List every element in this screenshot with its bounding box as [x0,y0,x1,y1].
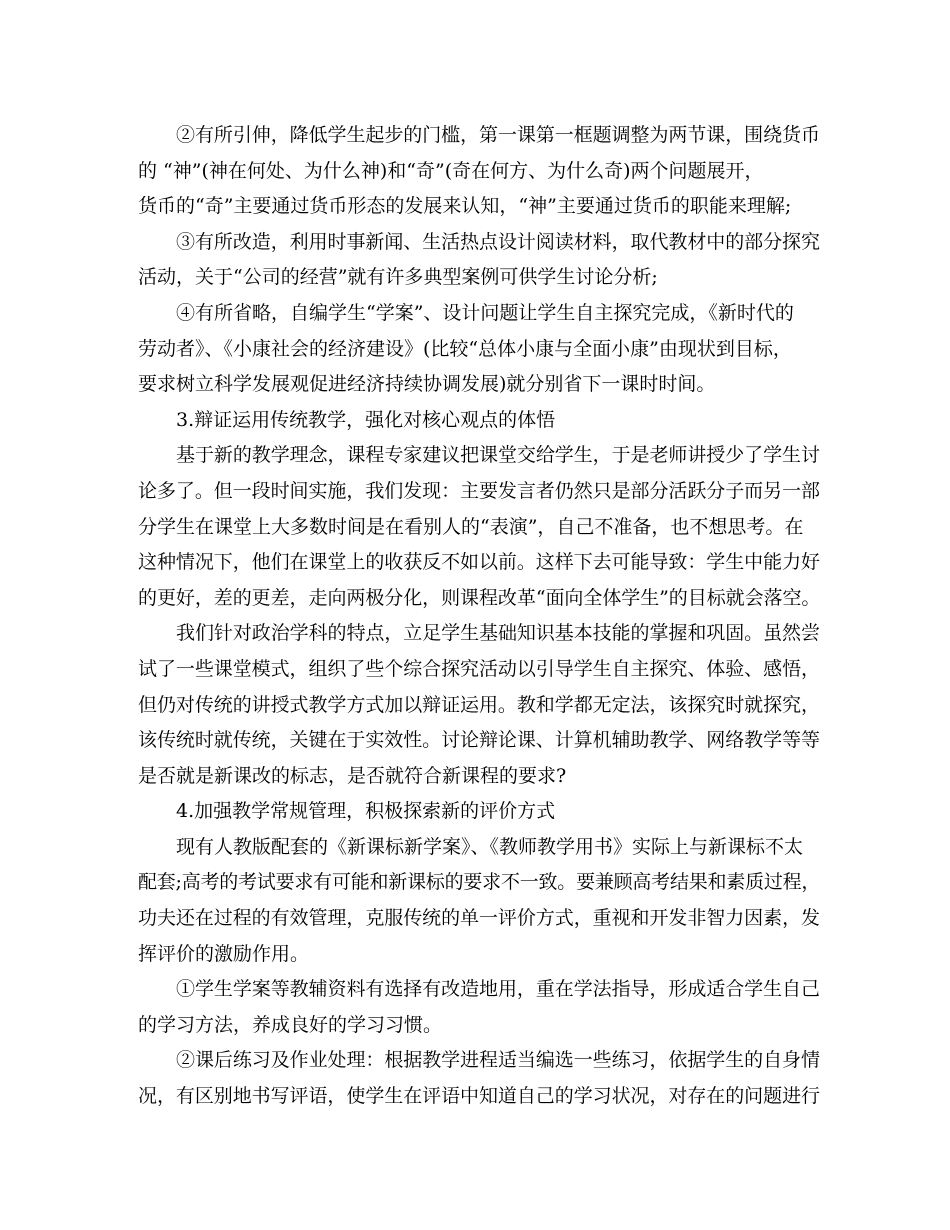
text-line: 3.辩证运用传统教学，强化对核心观点的体悟 [176,408,556,431]
text-line: 要求树立科学发展观促进经济持续协调发展)就分别省下一课时时间。 [138,373,716,396]
text-line: 挥评价的激励作用。 [138,942,310,965]
text-line: 这种情况下，他们在课堂上的收获反不如以前。这样下去可能导致：学生中能力好 [138,551,820,574]
text-line: 的更好，差的更差，走向两极分化，则课程改革“面向全体学生”的目标就会落空。 [138,586,821,609]
text-line: 4.加强教学常规管理，积极探索新的评价方式 [176,800,556,823]
text-line: 配套;高考的考试要求有可能和新课标的要求不一致。要兼顾高考结果和素质过程， [138,871,821,894]
text-line: 但仍对传统的讲授式教学方式加以辩证运用。教和学都无定法，该探究时就探究， [138,693,820,716]
text-line: 现有人教版配套的《新课标新学案》、《教师教学用书》实际上与新课标不太 [176,835,804,858]
text-line: 货币的“奇”主要通过货币形态的发展来认知，“神”主要通过货币的职能来理解; [138,195,792,218]
text-line: 的 “神”(神在何处、为什么神)和“奇”(奇在何方、为什么奇)两个问题展开， [138,159,764,182]
text-line: ④有所省略，自编学生“学案”、设计问题让学生自主探究完成，《新时代的 [176,301,794,324]
text-line: 劳动者》、《小康社会的经济建设》(比较“总体小康与全面小康”由现状到目标， [138,337,792,360]
text-line: 是否就是新课改的标志，是否就符合新课程的要求? [138,764,567,787]
text-line: ②课后练习及作业处理：根据教学进程适当编选一些练习，依据学生的自身情 [176,1049,820,1072]
text-line: ②有所引伸，降低学生起步的门槛，第一课第一框题调整为两节课，围绕货币 [176,124,820,146]
text-line: 活动，关于“公司的经营”就有许多典型案例可供学生讨论分析; [138,266,658,289]
text-line: ①学生学案等教辅资料有选择有改造地用，重在学法指导，形成适合学生自己 [176,978,820,1001]
document-body [138,118,820,1115]
text-line: 该传统时就传统，关键在于实效性。讨论辩论课、计算机辅助教学、网络教学等等 [138,729,820,752]
text-line: 我们针对政治学科的特点，立足学生基础知识基本技能的掌握和巩固。虽然尝 [176,622,820,645]
text-line: ③有所改造，利用时事新闻、生活热点设计阅读材料，取代教材中的部分探究 [176,230,820,253]
text-line: 论多了。但一段时间实施，我们发现：主要发言者仍然只是部分活跃分子而另一部 [138,479,820,502]
text-line: 分学生在课堂上大多数时间是在看别人的“表演”，自己不准备，也不想思考。在 [138,515,804,538]
text-line: 的学习方法，养成良好的学习习惯。 [138,1013,443,1036]
text-line: 试了一些课堂模式，组织了些个综合探究活动以引导学生自主探究、体验、感悟， [138,657,820,680]
text-line: 基于新的教学理念，课程专家建议把课堂交给学生，于是老师讲授少了学生讨 [176,444,820,467]
text-line: 功夫还在过程的有效管理，克服传统的单一评价方式，重视和开发非智力因素，发 [138,907,820,930]
text-line: 况，有区别地书写评语，使学生在评语中知道自己的学习状况，对存在的问题进行 [138,1085,820,1108]
